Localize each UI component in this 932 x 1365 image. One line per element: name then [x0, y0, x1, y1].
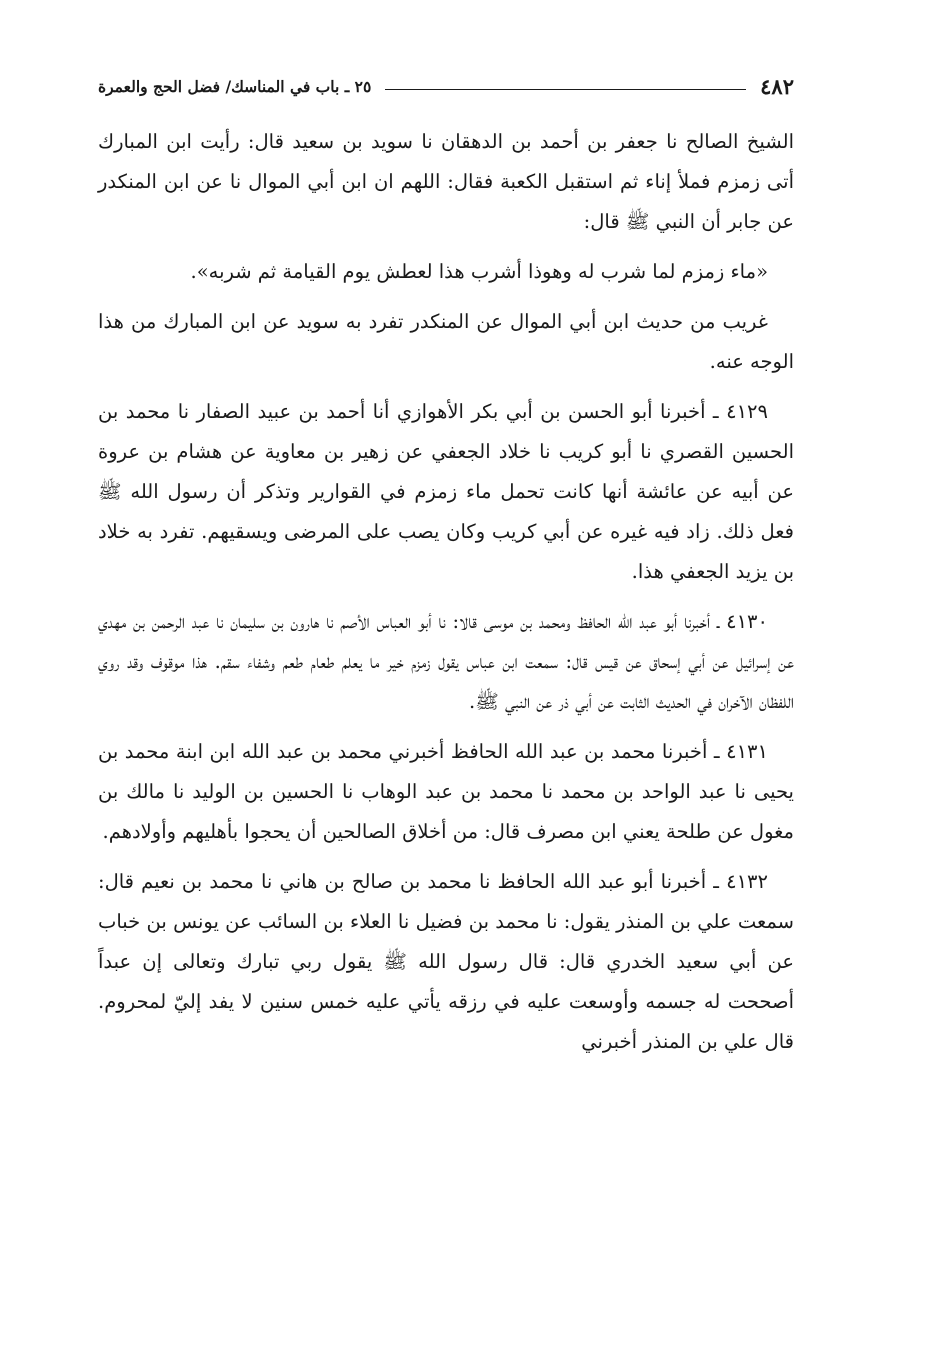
hadith-quote: «ماء زمزم لما شرب له وهوذا أشرب هذا لعطش يوم القيامة ثم شربه».	[190, 260, 768, 283]
running-header	[98, 74, 794, 100]
hadith-4130: ٤١٣٠ ـ أخبرنا أبو عبد الله الحافظ ومحمد بن موسى قالا: نا أبو العباس الأصم نا هارون بن سليمان نا عبد الرحمن بن مهدي عن إسرائيل عن أبي إسحاق عن قيس قال: سمعت ابن عباس يقول زمزم خير ما يعلم طعام طعم وشفاء سقم. هذا موقوف وقد روي اللفظان الآخران في الحديث الثابت عن أبي ذر عن النبي ﷺ.	[98, 610, 794, 713]
hadith-4129: ٤١٢٩ ـ أخبرنا أبو الحسن بن أبي بكر الأهوازي أنا أحمد بن عبيد الصفار نا محمد بن الحسين القصري نا أبو كريب نا خلاد الجعفي عن زهير بن معاوية عن هشام بن عروة عن أبيه عن عائشة أنها كانت تحمل ماء زمزم في القوارير وتذكر أن رسول الله ﷺ فعل ذلك. زاد فيه غيره عن أبي كريب وكان يصب على المرضى ويسقيهم. تفرد به خلاد بن يزيد الجعفي هذا.	[98, 400, 794, 583]
page-number: ٤٨٢	[760, 74, 794, 99]
hadith-4132: ٤١٣٢ ـ أخبرنا أبو عبد الله الحافظ نا محمد بن صالح بن هاني نا محمد بن نعيم قال: سمعت علي بن المنذر يقول: نا محمد بن فضيل نا العلاء بن السائب عن يونس بن خباب عن أبي سعيد الخدري قال: قال رسول الله ﷺ يقول ربي تبارك وتعالى إن عبداً أصححت له جسمه وأوسعت عليه في رزقه يأتي عليه خمس سنين لا يفد إليّ لمحروم. قال علي بن المنذر أخبرني	[98, 870, 794, 1053]
header-rule	[385, 89, 746, 90]
hadith-4131: ٤١٣١ ـ أخبرنا محمد بن عبد الله الحافظ أخبرني محمد بن عبد الله ابن ابنة محمد بن يحيى نا عبد الواحد بن محمد نا محمد بن عبد الوهاب نا الحسين بن الوليد نا مالك بن مغول عن طلحة يعني ابن مصرف قال: من أخلاق الصالحين أن يحجوا بأهليهم وأولادهم.	[98, 740, 794, 843]
paragraph-commentary: غريب من حديث ابن أبي الموال عن المنكدر تفرد به سويد عن ابن المبارك من هذا الوجه عنه.	[98, 310, 794, 373]
page-body	[98, 122, 794, 1062]
chapter-title: ٢٥ ـ باب في المناسك/ فضل الحج والعمرة	[98, 77, 372, 96]
book-page	[98, 0, 794, 1365]
paragraph-continuation: الشيخ الصالح نا جعفر بن أحمد بن الدهقان نا سويد بن سعيد قال: رأيت ابن المبارك أتى زمزم فملأ إناء ثم استقبل الكعبة فقال: اللهم ان ابن أبي الموال نا عن ابن المنكدر عن جابر أن النبي ﷺ قال:	[98, 130, 794, 233]
